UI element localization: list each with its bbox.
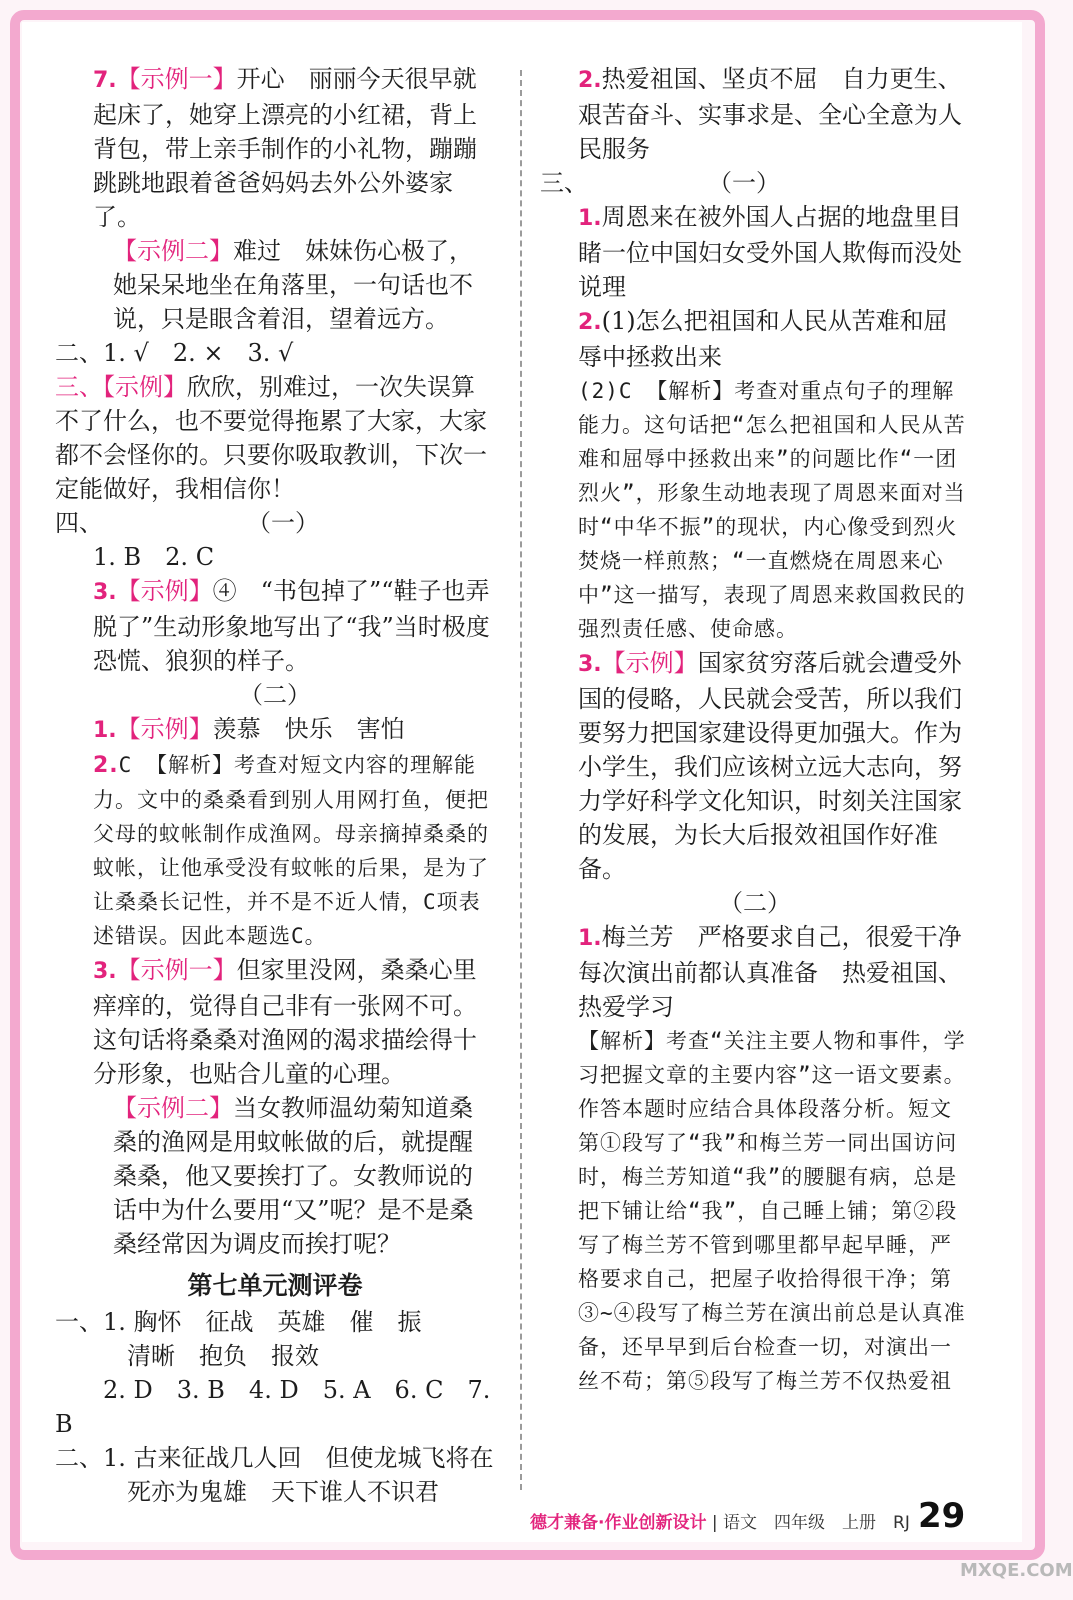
- answer-text: （二）: [719, 889, 791, 917]
- right-item: [540, 646, 970, 886]
- left-item: [55, 748, 495, 953]
- right-item: [540, 166, 970, 200]
- footer-text: [530, 1508, 910, 1533]
- answer-text: 国家贫穷落后就会遭受外国的侵略，人民就会受苦，所以我们要努力把国家建设得更加强大。作为小学生，我们应该树立远大志向，努力学好科学文化知识，时刻关注国家的发展，为长大后报效祖国作好准备。: [578, 649, 962, 883]
- unit-item: [55, 1305, 495, 1339]
- answer-tag: 【示例二】: [113, 1094, 233, 1122]
- answer-text: 二、1. √ 2. × 3. √: [55, 339, 294, 367]
- footer-brand: 德才兼备·作业创新设计: [530, 1513, 707, 1533]
- answer-text: 三、 （一）: [540, 169, 780, 197]
- left-column: [55, 62, 495, 1509]
- left-item: [55, 506, 495, 540]
- answer-text: 羡慕 快乐 害怕: [212, 715, 405, 743]
- unit-title: 第七单元测评卷: [187, 1271, 363, 1300]
- answer-tag: 【示例】: [116, 715, 213, 743]
- page-number: 29: [918, 1496, 966, 1536]
- answer-text: 四、 （一）: [55, 509, 319, 537]
- answer-tag: 【示例】: [116, 577, 213, 605]
- question-number: 3.: [93, 959, 117, 984]
- answer-text: (1)怎么把祖国和人民从苦难和屈辱中拯救出来: [578, 307, 948, 371]
- answer-text: 欣欣，别难过，一次失误算不了什么，也不要觉得拖累了大家，大家都不会怪你的。只要你吸取教训，下次一定能做好，我相信你！: [55, 373, 487, 503]
- unit-item: [55, 1373, 495, 1441]
- answer-text: 当女教师温幼菊知道桑桑的渔网是用蚊帐做的后，就提醒桑桑，他又要挨打了。女教师说的话中为什么要用“又”呢？是不是桑桑经常因为调皮而挨打呢？: [113, 1094, 474, 1258]
- left-item: [55, 712, 495, 748]
- right-item: [540, 1024, 970, 1398]
- answer-text: 难过 妹妹伤心极了，她呆呆地坐在角落里，一句话也不说，只是眼含着泪，望着远方。: [113, 237, 473, 333]
- left-item: [55, 1091, 495, 1261]
- answer-tag: 【示例一】: [116, 65, 237, 93]
- answer-text: （二）: [239, 681, 311, 709]
- left-item: [55, 370, 495, 506]
- column-divider: [520, 70, 522, 1490]
- answer-text: ④ “书包掉了”“鞋子也弄脱了”生动形象地写出了“我”当时极度恐慌、狼狈的样子。: [93, 577, 490, 675]
- right-column: [540, 62, 986, 1398]
- unit-item: [55, 1339, 495, 1373]
- answer-text: 死亦为鬼雄 天下谁人不识君: [55, 1478, 439, 1506]
- question-number: 3.: [93, 580, 117, 605]
- question-number: 2.: [578, 310, 602, 335]
- answer-text: 但家里没网，桑桑心里痒痒的，觉得自己非有一张网不可。这句话将桑桑对渔网的渴求描绘得十分形象，也贴合儿童的心理。: [93, 956, 477, 1088]
- answer-text: 一、1. 胸怀 征战 英雄 催 振: [55, 1308, 422, 1336]
- answer-tag: 三、【示例】: [55, 373, 187, 401]
- question-number: 1.: [578, 926, 602, 951]
- question-number: 1.: [578, 206, 602, 231]
- answer-text: 热爱祖国、坚贞不屈 自力更生、艰苦奋斗、实事求是、全心全意为人民服务: [578, 65, 962, 163]
- footer-info: | 语文 四年级 上册 RJ: [711, 1513, 910, 1533]
- question-number: 2.: [93, 753, 119, 778]
- left-item: [55, 574, 495, 678]
- answer-tag: 【示例】: [601, 649, 698, 677]
- right-item: [540, 62, 970, 166]
- answer-text: 梅兰芳 严格要求自己，很爱干净 每次演出前都认真准备 热爱祖国、热爱学习: [578, 923, 986, 1021]
- left-item: [55, 62, 495, 234]
- answer-text: 清晰 抱负 报效: [55, 1342, 319, 1370]
- question-number: 7.: [93, 68, 117, 93]
- left-item: [55, 540, 495, 574]
- right-item: [540, 200, 970, 304]
- answer-text: 【解析】考查“关注主要人物和事件，学习把握文章的主要内容”这一语文要素。作答本题时应结合具体段落分析。短文第①段写了“我”和梅兰芳一同出国访问时，梅兰芳知道“我”的腰腿有病，总是把下铺让给“我”，自己睡上铺；第②段写了梅兰芳不管到哪里都早起早睡，严格要求自己，把屋子收拾得很干净；第③~④段写了梅兰芳在演出前总是认真准备，还早早到后台检查一切，对演出一丝不苟；第⑤段写了梅兰芳不仅热爱祖: [578, 1029, 966, 1393]
- answer-text: C 【解析】考查对短文内容的理解能力。文中的桑桑看到别人用网打鱼，便把父母的蚊帐制作成渔网。母亲摘掉桑桑的蚊帐，让他承受没有蚊帐的后果，是为了让桑桑长记性，并不是不近人情，C项表述错误。因此本题选C。: [93, 753, 489, 948]
- left-item: [55, 234, 495, 336]
- right-item: [540, 304, 970, 374]
- unit-item: [55, 1441, 495, 1475]
- question-number: 3.: [578, 652, 602, 677]
- right-item: [540, 886, 970, 920]
- answer-text: (2)C 【解析】考查对重点句子的理解能力。这句话把“怎么把祖国和人民从苦难和屈辱中拯救出来”的问题比作“一团烈火”，形象生动地表现了周恩来面对当时“中华不振”的现状，内心像受到烈火焚烧一样煎熬；“一直燃烧在周恩来心中”这一描写，表现了周恩来救国救民的强烈责任感、使命感。: [578, 379, 966, 641]
- watermark: MXQE.COM: [960, 1560, 1073, 1581]
- right-item: [540, 920, 986, 1024]
- answer-text: 1. B 2. C: [93, 543, 215, 571]
- left-item: [55, 678, 495, 712]
- right-item: [540, 374, 970, 646]
- question-number: 2.: [578, 68, 602, 93]
- answer-tag: 【示例二】: [113, 237, 233, 265]
- answer-text: 周恩来在被外国人占据的地盘里目睹一位中国妇女受外国人欺侮而没处说理: [578, 203, 962, 301]
- left-item: [55, 336, 495, 370]
- question-number: 1.: [93, 718, 117, 743]
- answer-tag: 【示例一】: [116, 956, 237, 984]
- left-item: [55, 953, 495, 1091]
- answer-text: 开心 丽丽今天很早就起床了，她穿上漂亮的小红裙，背上背包，带上亲手制作的小礼物，蹦蹦跳跳地跟着爸爸妈妈去外公外婆家了。: [93, 65, 477, 231]
- page-footer: [0, 1496, 1057, 1540]
- answer-text: 二、1. 古来征战几人回 但使龙城飞将在: [55, 1444, 494, 1472]
- answer-text: 2. D 3. B 4. D 5. A 6. C 7. B: [55, 1376, 491, 1438]
